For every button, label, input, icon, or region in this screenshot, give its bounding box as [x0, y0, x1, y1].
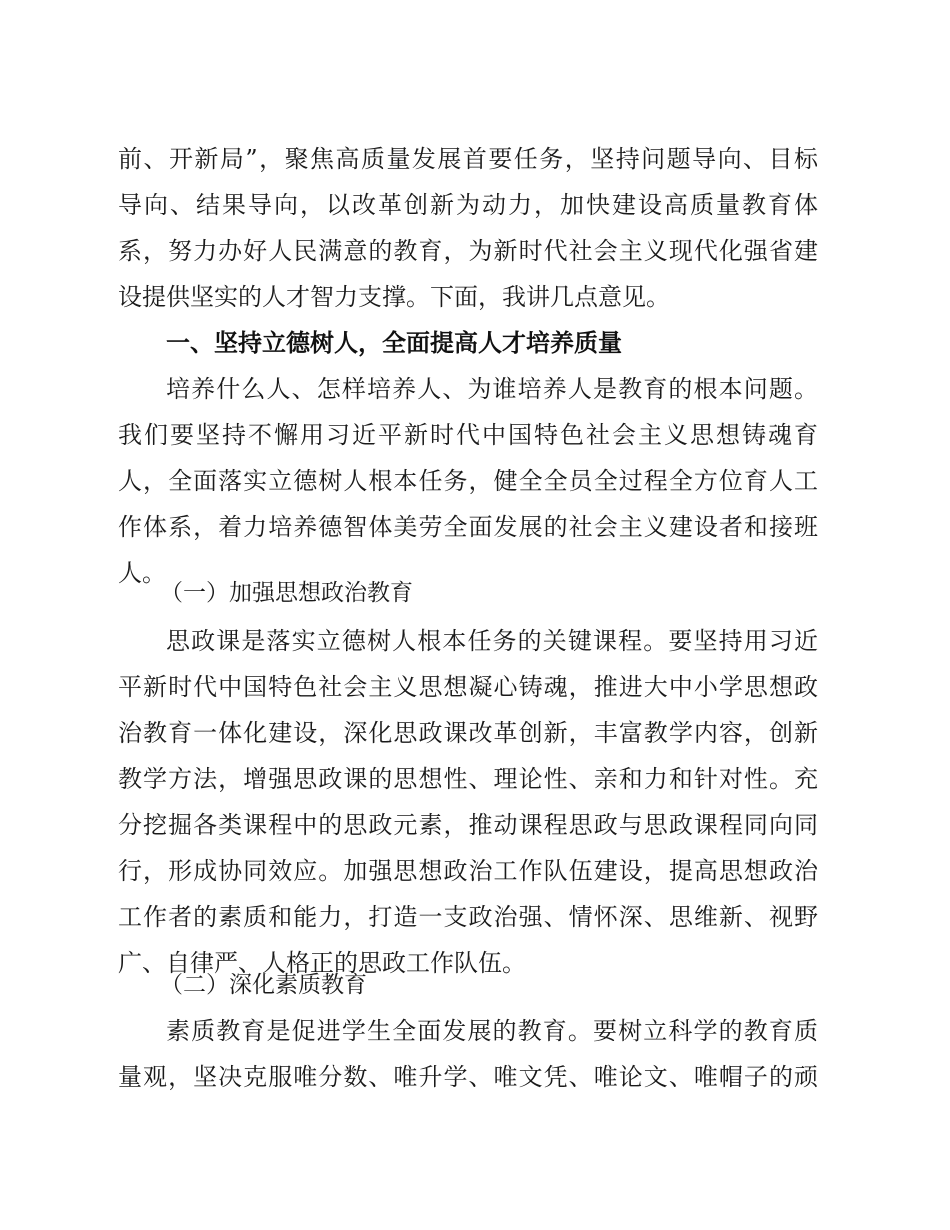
- subsection-2-line-1: 素质教育是促进学生全面发展的教育。要树立科学的教育质: [166, 1017, 818, 1045]
- subsection-1-line-7: 工作者的素质和能力，打造一支政治强、情怀深、思维新、视野: [118, 903, 818, 931]
- intro-line-3: 系，努力办好人民满意的教育，为新时代社会主义现代化强省建: [118, 237, 818, 265]
- section-1-line-1: 培养什么人、怎样培养人、为谁培养人是教育的根本问题。: [166, 375, 818, 403]
- section-1-line-3: 人，全面落实立德树人根本任务，健全全员全过程全方位育人工: [118, 467, 818, 495]
- intro-line-4: 设提供坚实的人才智力支撑。下面，我讲几点意见。: [118, 283, 670, 311]
- section-1-line-2: 我们要坚持不懈用习近平新时代中国特色社会主义思想铸魂育: [118, 421, 818, 449]
- section-1-line-5: 人。: [118, 559, 166, 587]
- subsection-1-line-2: 平新时代中国特色社会主义思想凝心铸魂，推进大中小学思想政: [118, 673, 818, 701]
- section-1-line-4: 作体系，着力培养德智体美劳全面发展的社会主义建设者和接班: [118, 513, 818, 541]
- section-1-heading: 一、坚持立德树人，全面提高人才培养质量: [166, 329, 622, 357]
- subsection-1-line-8: 广、自律严、人格正的思政工作队伍。: [118, 949, 526, 977]
- subsection-1-line-4: 教学方法，增强思政课的思想性、理论性、亲和力和针对性。充: [118, 765, 818, 793]
- intro-line-1: 前、开新局”，聚焦高质量发展首要任务，坚持问题导向、目标: [118, 145, 818, 173]
- subsection-2-heading: （二）深化素质教育: [160, 972, 367, 998]
- subsection-1-line-5: 分挖掘各类课程中的思政元素，推动课程思政与思政课程同向同: [118, 811, 818, 839]
- subsection-1-line-6: 行，形成协同效应。加强思想政治工作队伍建设，提高思想政治: [118, 857, 818, 885]
- subsection-1-line-1: 思政课是落实立德树人根本任务的关键课程。要坚持用习近: [166, 627, 818, 655]
- subsection-1-heading: （一）加强思想政治教育: [160, 580, 413, 606]
- subsection-1-line-3: 治教育一体化建设，深化思政课改革创新，丰富教学内容，创新: [118, 719, 818, 747]
- intro-line-2: 导向、结果导向，以改革创新为动力，加快建设高质量教育体: [118, 191, 818, 219]
- subsection-2-line-2: 量观，坚决克服唯分数、唯升学、唯文凭、唯论文、唯帽子的顽: [118, 1063, 818, 1091]
